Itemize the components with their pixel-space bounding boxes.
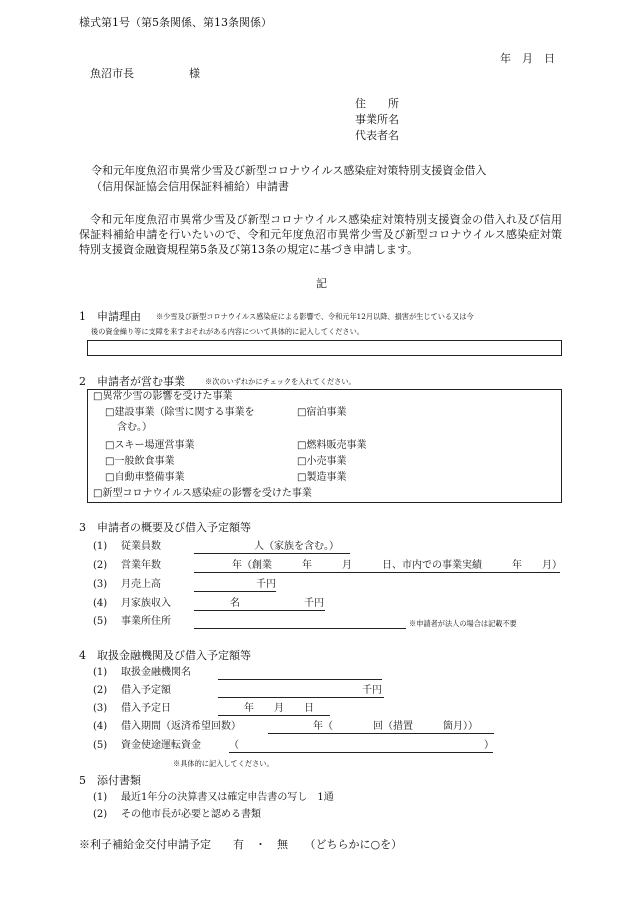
checkbox-auto-repair[interactable]: □自動車整備事業 bbox=[105, 472, 185, 483]
field-company-label: 事業所名 bbox=[355, 113, 399, 126]
fund-usage-note: ※具体的に記入してください。 bbox=[173, 759, 274, 768]
checkbox-snow-impact[interactable]: □異常少雪の影響を受けた事業 bbox=[93, 391, 233, 402]
section1-note-1: ※少雪及び新型コロナウイルス感染症による影響で、令和元年12月以降、損害が生じている又は今 bbox=[156, 312, 474, 321]
checkbox-manufacturing[interactable]: □製造事業 bbox=[297, 472, 347, 483]
family-count-unit: 名 bbox=[230, 598, 240, 609]
s4-num-5: (5) bbox=[93, 740, 108, 751]
bank-name-input[interactable] bbox=[218, 679, 382, 680]
checkbox-construction-cont: 含む。） bbox=[117, 422, 152, 433]
ki-label: 記 bbox=[316, 277, 327, 290]
s3-num-4: (4) bbox=[93, 598, 108, 609]
attachment-2: その他市長が必要と認める書類 bbox=[121, 809, 261, 820]
years-label: 営業年数 bbox=[121, 560, 161, 571]
checkbox-fuel[interactable]: □燃料販売事業 bbox=[297, 440, 367, 451]
monthly-sales-label: 月売上高 bbox=[121, 579, 161, 590]
employees-label: 従業員数 bbox=[121, 541, 161, 552]
family-amount-unit: 千円 bbox=[304, 598, 324, 609]
checkbox-construction[interactable]: □建設事業（除雪に関する事業を bbox=[105, 407, 255, 418]
employees-input[interactable] bbox=[194, 553, 350, 554]
s4-num-2: (2) bbox=[93, 685, 108, 696]
section2-note: ※次のいずれかにチェックを入れてください。 bbox=[205, 377, 356, 386]
section5-heading: 5 添付書類 bbox=[79, 774, 141, 787]
field-representative-label: 代表者名 bbox=[355, 129, 399, 142]
employees-suffix: 人（家族を含む。） bbox=[254, 541, 339, 552]
section2-heading: 2 申請者が営む事業 bbox=[79, 375, 185, 388]
loan-date-text: 年 月 日 bbox=[244, 703, 314, 714]
bank-name-label: 取扱金融機関名 bbox=[121, 667, 191, 678]
fund-usage-input[interactable] bbox=[229, 752, 493, 753]
office-address-label: 事業所住所 bbox=[121, 616, 171, 627]
checkbox-restaurant[interactable]: □一般飲食事業 bbox=[105, 456, 175, 467]
reason-input-box[interactable] bbox=[87, 340, 562, 356]
loan-amount-unit: 千円 bbox=[362, 685, 382, 696]
fund-usage-label: 資金使途運転資金 bbox=[121, 740, 201, 751]
office-address-input[interactable] bbox=[194, 628, 406, 629]
section1-heading: 1 申請理由 bbox=[79, 310, 141, 323]
loan-amount-label: 借入予定額 bbox=[121, 685, 171, 696]
loan-date-input[interactable] bbox=[218, 715, 330, 716]
s5-num-2: (2) bbox=[93, 809, 108, 820]
s4-num-3: (3) bbox=[93, 703, 108, 714]
loan-period-text: 年（ 回（措置 箇月）） bbox=[313, 721, 478, 732]
body-text: 令和元年度魚沼市異常少雪及び新型コロナウイルス感染症対策特別支援資金の借入れ及び信用保証料補給申請を行いたいので、令和元年度魚沼市異常少雪及び新型コロナウイルス感染症対策特別支援資金融資規程第5条及び第13条の規定に基づき申請します。 bbox=[79, 213, 562, 256]
fund-usage-close: ） bbox=[484, 740, 494, 751]
checkbox-covid-impact[interactable]: □新型コロナウイルス感染症の影響を受けた事業 bbox=[93, 488, 312, 499]
monthly-sales-unit: 千円 bbox=[256, 579, 276, 590]
office-address-note: ※申請者が法人の場合は記載不要 bbox=[409, 619, 517, 628]
checkbox-ski[interactable]: □スキー場運営事業 bbox=[105, 440, 195, 451]
checkbox-retail[interactable]: □小売事業 bbox=[297, 456, 347, 467]
s3-num-2: (2) bbox=[93, 560, 108, 571]
interest-subsidy-note: ※利子補給金交付申請予定 有 ・ 無 （どちらかに○を） bbox=[79, 838, 403, 851]
form-number: 様式第1号（第5条関係、第13条関係） bbox=[79, 16, 272, 29]
s3-num-5: (5) bbox=[93, 616, 108, 627]
loan-period-label: 借入期間（返済希望回数） bbox=[121, 721, 241, 732]
section3-heading: 3 申請者の概要及び借入予定額等 bbox=[79, 521, 251, 534]
fund-usage-open: （ bbox=[229, 740, 239, 751]
years-text: 年（創業 年 月 日、市内での事業実績 年 月） bbox=[232, 560, 562, 571]
family-income-input[interactable] bbox=[194, 610, 325, 611]
s5-num-1: (1) bbox=[93, 792, 108, 803]
section4-heading: 4 取扱金融機関及び借入予定額等 bbox=[79, 649, 251, 662]
monthly-sales-input[interactable] bbox=[194, 591, 276, 592]
addressee: 魚沼市長 様 bbox=[90, 67, 200, 80]
s3-num-3: (3) bbox=[93, 579, 108, 590]
field-address-label: 住 所 bbox=[355, 97, 399, 110]
s4-num-1: (1) bbox=[93, 667, 108, 678]
attachment-1: 最近1年分の決算書又は確定申告書の写し 1通 bbox=[121, 792, 334, 803]
date-line: 年 月 日 bbox=[500, 52, 555, 65]
loan-amount-input[interactable] bbox=[218, 697, 384, 698]
s4-num-4: (4) bbox=[93, 721, 108, 732]
s3-num-1: (1) bbox=[93, 541, 108, 552]
section1-note-2: 後の資金繰り等に支障を来すおそれがある内容について具体的に記入してください。 bbox=[91, 327, 364, 336]
family-income-label: 月家族収入 bbox=[121, 598, 171, 609]
years-input[interactable] bbox=[194, 572, 560, 573]
title-line-1: 令和元年度魚沼市異常少雪及び新型コロナウイルス感染症対策特別支援資金借入 bbox=[91, 164, 487, 177]
loan-date-label: 借入予定日 bbox=[121, 703, 171, 714]
title-line-2: （信用保証協会信用保証料補給）申請書 bbox=[91, 180, 289, 193]
loan-period-input[interactable] bbox=[268, 733, 494, 734]
checkbox-lodging[interactable]: □宿泊事業 bbox=[297, 407, 347, 418]
